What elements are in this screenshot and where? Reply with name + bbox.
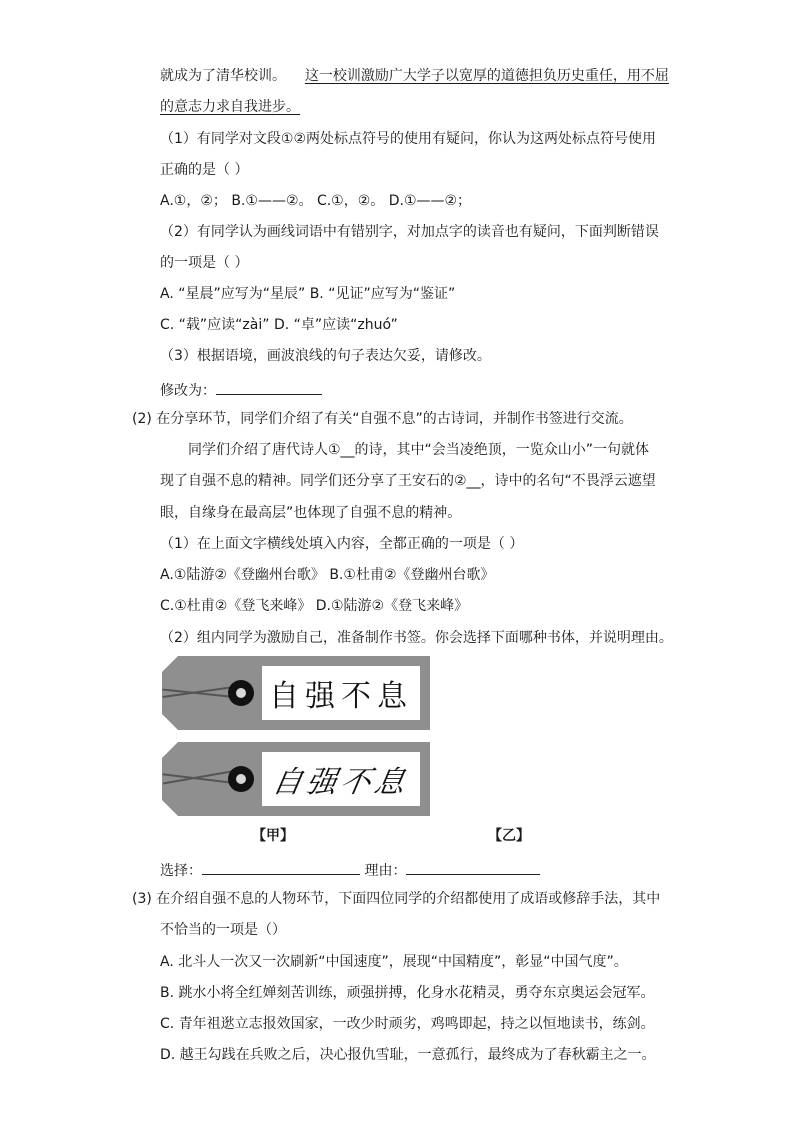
question-text: 的一项是（ ） [160,255,249,271]
question-text: （2）组内同学为激励自己，准备制作书签。你会选择下面哪种书体，并说明理由。 [160,630,673,646]
section-heading: (2) 在分享环节，同学们介绍了有关“自强不息”的古诗词，并制作书签进行交流。 [132,411,633,427]
bookmark-corner [162,800,178,816]
bookmark-panel [262,752,420,806]
underlined-text: 的意志力求自我进步。 [160,99,300,115]
section-heading: (3) 在介绍自强不息的人物环节，下面四位同学的介绍都使用了成语或修辞手法，其中 [132,891,661,907]
bookmark-corner [162,742,178,758]
bookmark-hole [228,680,254,706]
bookmark-b-image [162,742,430,816]
question-text: 不恰当的一项是（） [160,922,286,938]
option-line: A. 北斗人一次又一次刷新“中国速度”，展现“中国精度”，彰显“中国气度”。 [160,954,628,970]
option-line: B. 跳水小将全红婵刻苦训练，顽强拼搏，化身水花精灵，勇夺东京奥运会冠军。 [160,985,655,1001]
reason-blank[interactable] [406,858,540,875]
option-line: C.①杜甫②《登飞来峰》 D.①陆游②《登飞来峰》 [160,598,469,614]
reason-label: 理由： [364,863,407,879]
answer-line [160,378,322,401]
paragraph-text: 现了自强不息的精神。同学们还分享了王安石的②__，诗中的名句“不畏浮云遮望 [160,473,656,489]
choice-blank[interactable] [202,858,360,875]
underlined-text: 这一校训激励广大学子以宽厚的道德担负历史重任，用不屈 [304,68,669,84]
bookmark-hole [228,766,254,792]
bookmark-a-text: 自强不息 [269,679,413,714]
label-jia: 【甲】 [252,828,294,844]
bookmark-corner [162,714,178,730]
option-line: D. 越王勾践在兵败之后，决心报仇雪耻，一意孤行，最终成为了春秋霸主之一。 [160,1047,656,1063]
answer-blank[interactable] [216,378,322,395]
bookmark-b-text: 自强不息 [269,765,412,800]
answer-label: 修改为： [160,383,216,399]
paragraph-text: 眼，自缘身在最高层”也体现了自强不息的精神。 [160,505,462,521]
bookmark-a-image [162,656,430,730]
choice-label: 选择： [160,863,202,879]
question-text: 正确的是（ ） [160,162,249,178]
question-text: （3）根据语境，画波浪线的句子表达欠妥，请修改。 [160,348,491,364]
question-text: （2）有同学认为画线词语中有错别字，对加点字的读音也有疑问，下面判断错误 [160,224,659,240]
option-line: A.①，②； B.①——②。 C.①，②。 D.①——②； [160,193,472,209]
text-segment: 就成为了清华校训。 [160,68,286,84]
option-line: C. 青年祖逖立志报效国家，一改少时顽劣，鸡鸣即起，持之以恒地读书，练剑。 [160,1016,655,1032]
text-line [160,66,669,86]
bookmark-panel [262,666,420,720]
option-line: A.①陆游②《登幽州台歌》 B.①杜甫②《登幽州台歌》 [160,567,495,583]
option-line: C. “载”应读“zài” D. “卓”应读“zhuó” [160,317,398,333]
option-line: A. “星晨”应写为“星辰” B. “见证”应写为“鉴证” [160,286,456,302]
bookmark-corner [162,656,178,672]
label-yi: 【乙】 [488,828,530,844]
question-text: （1）在上面文字横线处填入内容，全都正确的一项是（ ） [160,536,524,552]
paragraph-text: 同学们介绍了唐代诗人①__的诗，其中“会当凌绝顶，一览众山小”一句就体 [188,442,650,458]
question-text: （1）有同学对文段①②两处标点符号的使用有疑问，你认为这两处标点符号使用 [160,131,657,147]
answer-line [160,858,540,881]
